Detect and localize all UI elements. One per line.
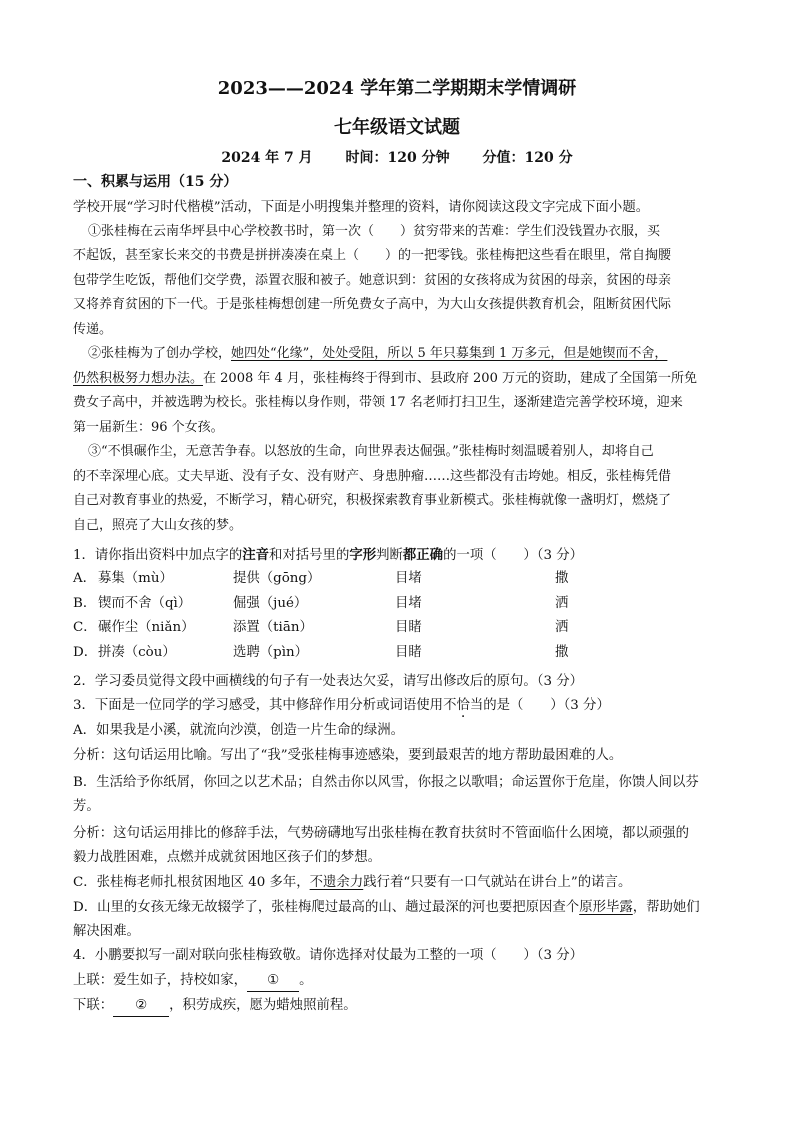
q3-option-a[interactable]: A．如果我是小溪，就流向沙漠，创造一片生命的绿洲。 (73, 723, 405, 738)
blank-2[interactable]: ② (113, 996, 169, 1017)
exam-date: 2024 年 7 月 (221, 150, 313, 166)
para1-line2: 不起饭，甚至家长来交的书费是拼拼凑凑在桌上（ ）的一把零钱。张桂梅把这些看在眼里，常自掏腰 (73, 248, 672, 263)
q3-option-d-line1[interactable]: D．山里的女孩无缘无故辍学了，张桂梅爬过最高的山、趟过最深的河也要把原因查个原形毕露，帮助她们 (73, 900, 700, 915)
q1-stem: 1．请你指出资料中加点字的注音和对括号里的字形判断都正确的一项（ ）（3 分） (73, 547, 584, 563)
exam-page: 2023——2024 学年第二学期期末学情调研 七年级语文试题 2024 年 7 月 时间：120 分钟 分值：120 分 一、积累与运用（15 分） 学校开展“学习时代楷模”活动，下面是小明搜集并整理的资料，请你阅读这段文字完成下面小题。 ①张桂梅在云南华坪县中心学校教书时，第一次（ ）贫穷带来的苦难：学生们没钱置办衣服，买 不起饭，甚至家长来交的书费是拼拼凑凑在桌上（ ）的一把零钱。张桂梅把这些看在眼里，常自掏腰 包带学生吃饭，帮他们交学费，添置衣服和被子。她意识到：贫困的女孩将成为贫困的母亲，贫困的母亲 又将养育贫困的下一代。于是张桂梅想创建一所免费女子高中，为大山女孩提供教育机会，阻断贫困代际 传递。 ②张桂梅为了创办学校，她四处“化缘”，处处受阻，所以 5 年只募集到 1 万多元，但是她锲而不舍， 仍然积极努力想办法。在 2008 年 4 月，张桂梅终于得到市、县政府 200 万元的资助，建成了全国第一所免 费女子高中，并被选聘为校长。张桂梅以身作则，带领 17 名老师打扫卫生，逐渐建造完善学校环境，迎来 第一届新生：96 个女孩。 ③“不惧碾作尘，无意苦争春。以怒放的生命，向世界表达倔强。”张桂梅时刻温暖着别人，却将自己 的不幸深埋心底。丈夫早逝、没有子女、没有财产、身患肿瘤……这些都没有击垮她。相反，张桂梅凭借 自己对教育事业的热爱，不断学习，精心研究，积极探索教育事业新模式。张桂梅就像一盏明灯，燃烧了 自己，照亮了大山女孩的梦。 1．请你指出资料中加点字的注音和对括号里的字形判断都正确的一项（ ）（3 分） A． 募集（mù） 提供（gōng） 目堵 撒 B． 锲而不舍（qì） 倔强（jué） 目堵 洒 C． 碾作尘（niǎn） 添置（tiān） 目睹 洒 D． 拼凑（còu） 选聘（pìn） 目睹 撒 2．学习委员觉得文段中画横线的句子有一处表达欠妥，请写出修改后的原句。（3 分） 3．下面是一位同学的学习感受，其中修辞作用分析或词语使用不恰当的是（ ）（3 分） A．如果我是小溪，就流向沙漠，创造一片生命的绿洲。 分析：这句话运用比喻。写出了“我”受张桂梅事迹感染，要到最艰苦的地方帮助最困难的人。 B．生活给予你纸屑，你回之以艺术品；自然击你以风雪，你报之以歌唱；命运置你于危崖，你馈人间以芬 芳。 分析：这句话运用排比的修辞手法，气势磅礴地写出张桂梅在教育扶贫时不管面临什么困境，都以顽强的 毅力战胜困难，点燃并成就贫困地区孩子们的梦想。 C．张桂梅老师扎根贫困地区 40 多年，不遗余力践行着“只要有一口气就站在讲台上”的诺言。 D．山里的女孩无缘无故辍学了，张桂梅爬过最高的山、趟过最深的河也要把原因查个原形毕露，帮助她们 解决困难。 4．小鹏要拟写一副对联向张桂梅致敬。请你选择对仗最为工整的一项（ ）（3 分） 上联：爱生如子，持校如家， ① 。 下联： ② ，积劳成疾，愿为蜡烛照前程。 (0, 0, 794, 1123)
para2-line3: 费女子高中，并被选聘为校长。张桂梅以身作则，带领 17 名老师打扫卫生，逐渐建造完善学校环境，迎来 (73, 395, 683, 410)
para2-line2 (73, 369, 723, 389)
para1-line1: ①张桂梅在云南华坪县中心学校教书时，第一次（ ）贫穷带来的苦难：学生们没钱置办衣服，买 (88, 224, 661, 239)
exam-score: 分值：120 分 (482, 150, 573, 166)
q3-option-b-line1[interactable]: B．生活给予你纸屑，你回之以艺术品；自然击你以风雪，你报之以歌唱；命运置你于危崖，你馈人间以芬 (73, 775, 699, 790)
exam-meta (0, 147, 794, 167)
q2-stem: 2．学习委员觉得文段中画横线的句子有一处表达欠妥，请写出修改后的原句。（3 分） (73, 674, 584, 689)
q4-lower-couplet: 下联： ② ，积劳成疾，愿为蜡烛照前程。 (73, 996, 723, 1017)
para3-line2: 的不幸深埋心底。丈夫早逝、没有子女、没有财产、身患肿瘤……这些都没有击垮她。相反，张桂梅凭借 (73, 469, 672, 484)
para2-text: 在 2008 年 4 月，张桂梅终于得到市、县政府 200 万元的资助，建成了全国第一所免 (203, 371, 697, 386)
para2-line1 (88, 344, 738, 364)
q4-upper-couplet: 上联：爱生如子，持校如家， ① 。 (73, 971, 723, 992)
q4-stem: 4．小鹏要拟写一副对联向张桂梅致敬。请你选择对仗最为工整的一项（ ）（3 分） (73, 948, 584, 963)
q3-analysis-b-line2: 毅力战胜困难，点燃并成就贫困地区孩子们的梦想。 (73, 850, 381, 865)
q3-option-c[interactable]: C．张桂梅老师扎根贫困地区 40 多年，不遗余力践行着“只要有一口气就站在讲台上”的诺言。 (73, 875, 632, 890)
para3-line4: 自己，照亮了大山女孩的梦。 (73, 518, 243, 533)
underlined-sentence: 她四处“化缘”，处处受阻，所以 5 年只募集到 1 万多元，但是她锲而不舍， (231, 346, 668, 361)
para1-line5: 传递。 (73, 322, 113, 337)
para3-line1: ③“不惧碾作尘，无意苦争春。以怒放的生命，向世界表达倔强。”张桂梅时刻温暖着别人，却将自己 (88, 444, 654, 459)
blank-1[interactable]: ① (247, 971, 299, 992)
exam-title: 2023——2024 学年第二学期期末学情调研 (217, 78, 577, 99)
q3-analysis-a: 分析：这句话运用比喻。写出了“我”受张桂梅事迹感染，要到最艰苦的地方帮助最困难的人。 (73, 748, 623, 763)
q3-stem: 3．下面是一位同学的学习感受，其中修辞作用分析或词语使用不恰当的是（ ）（3 分） (73, 698, 610, 713)
para2-text: ②张桂梅为了创办学校， (88, 346, 232, 361)
para1-line3: 包带学生吃饭，帮他们交学费，添置衣服和被子。她意识到：贫困的女孩将成为贫困的母亲，贫困的母亲 (73, 273, 672, 288)
exam-subtitle: 七年级语文试题 (334, 117, 460, 138)
q3-option-d-line2: 解决困难。 (73, 924, 140, 939)
q3-analysis-b-line1: 分析：这句话运用排比的修辞手法，气势磅礴地写出张桂梅在教育扶贫时不管面临什么困境，都以顽强的 (73, 826, 689, 841)
intro-text: 学校开展“学习时代楷模”活动，下面是小明搜集并整理的资料，请你阅读这段文字完成下面小题。 (73, 200, 650, 215)
q3-option-b-line2: 芳。 (73, 799, 100, 814)
exam-time: 时间：120 分钟 (345, 150, 450, 166)
para1-line4: 又将养育贫困的下一代。于是张桂梅想创建一所免费女子高中，为大山女孩提供教育机会，阻断贫困代际 (73, 297, 672, 312)
section-heading: 一、积累与运用（15 分） (73, 174, 238, 190)
para3-line3: 自己对教育事业的热爱，不断学习，精心研究，积极探索教育事业新模式。张桂梅就像一盏明灯，燃烧了 (73, 493, 672, 508)
para2-line4: 第一届新生：96 个女孩。 (73, 420, 224, 435)
underlined-sentence-end: 仍然积极努力想办法。 (73, 371, 204, 386)
